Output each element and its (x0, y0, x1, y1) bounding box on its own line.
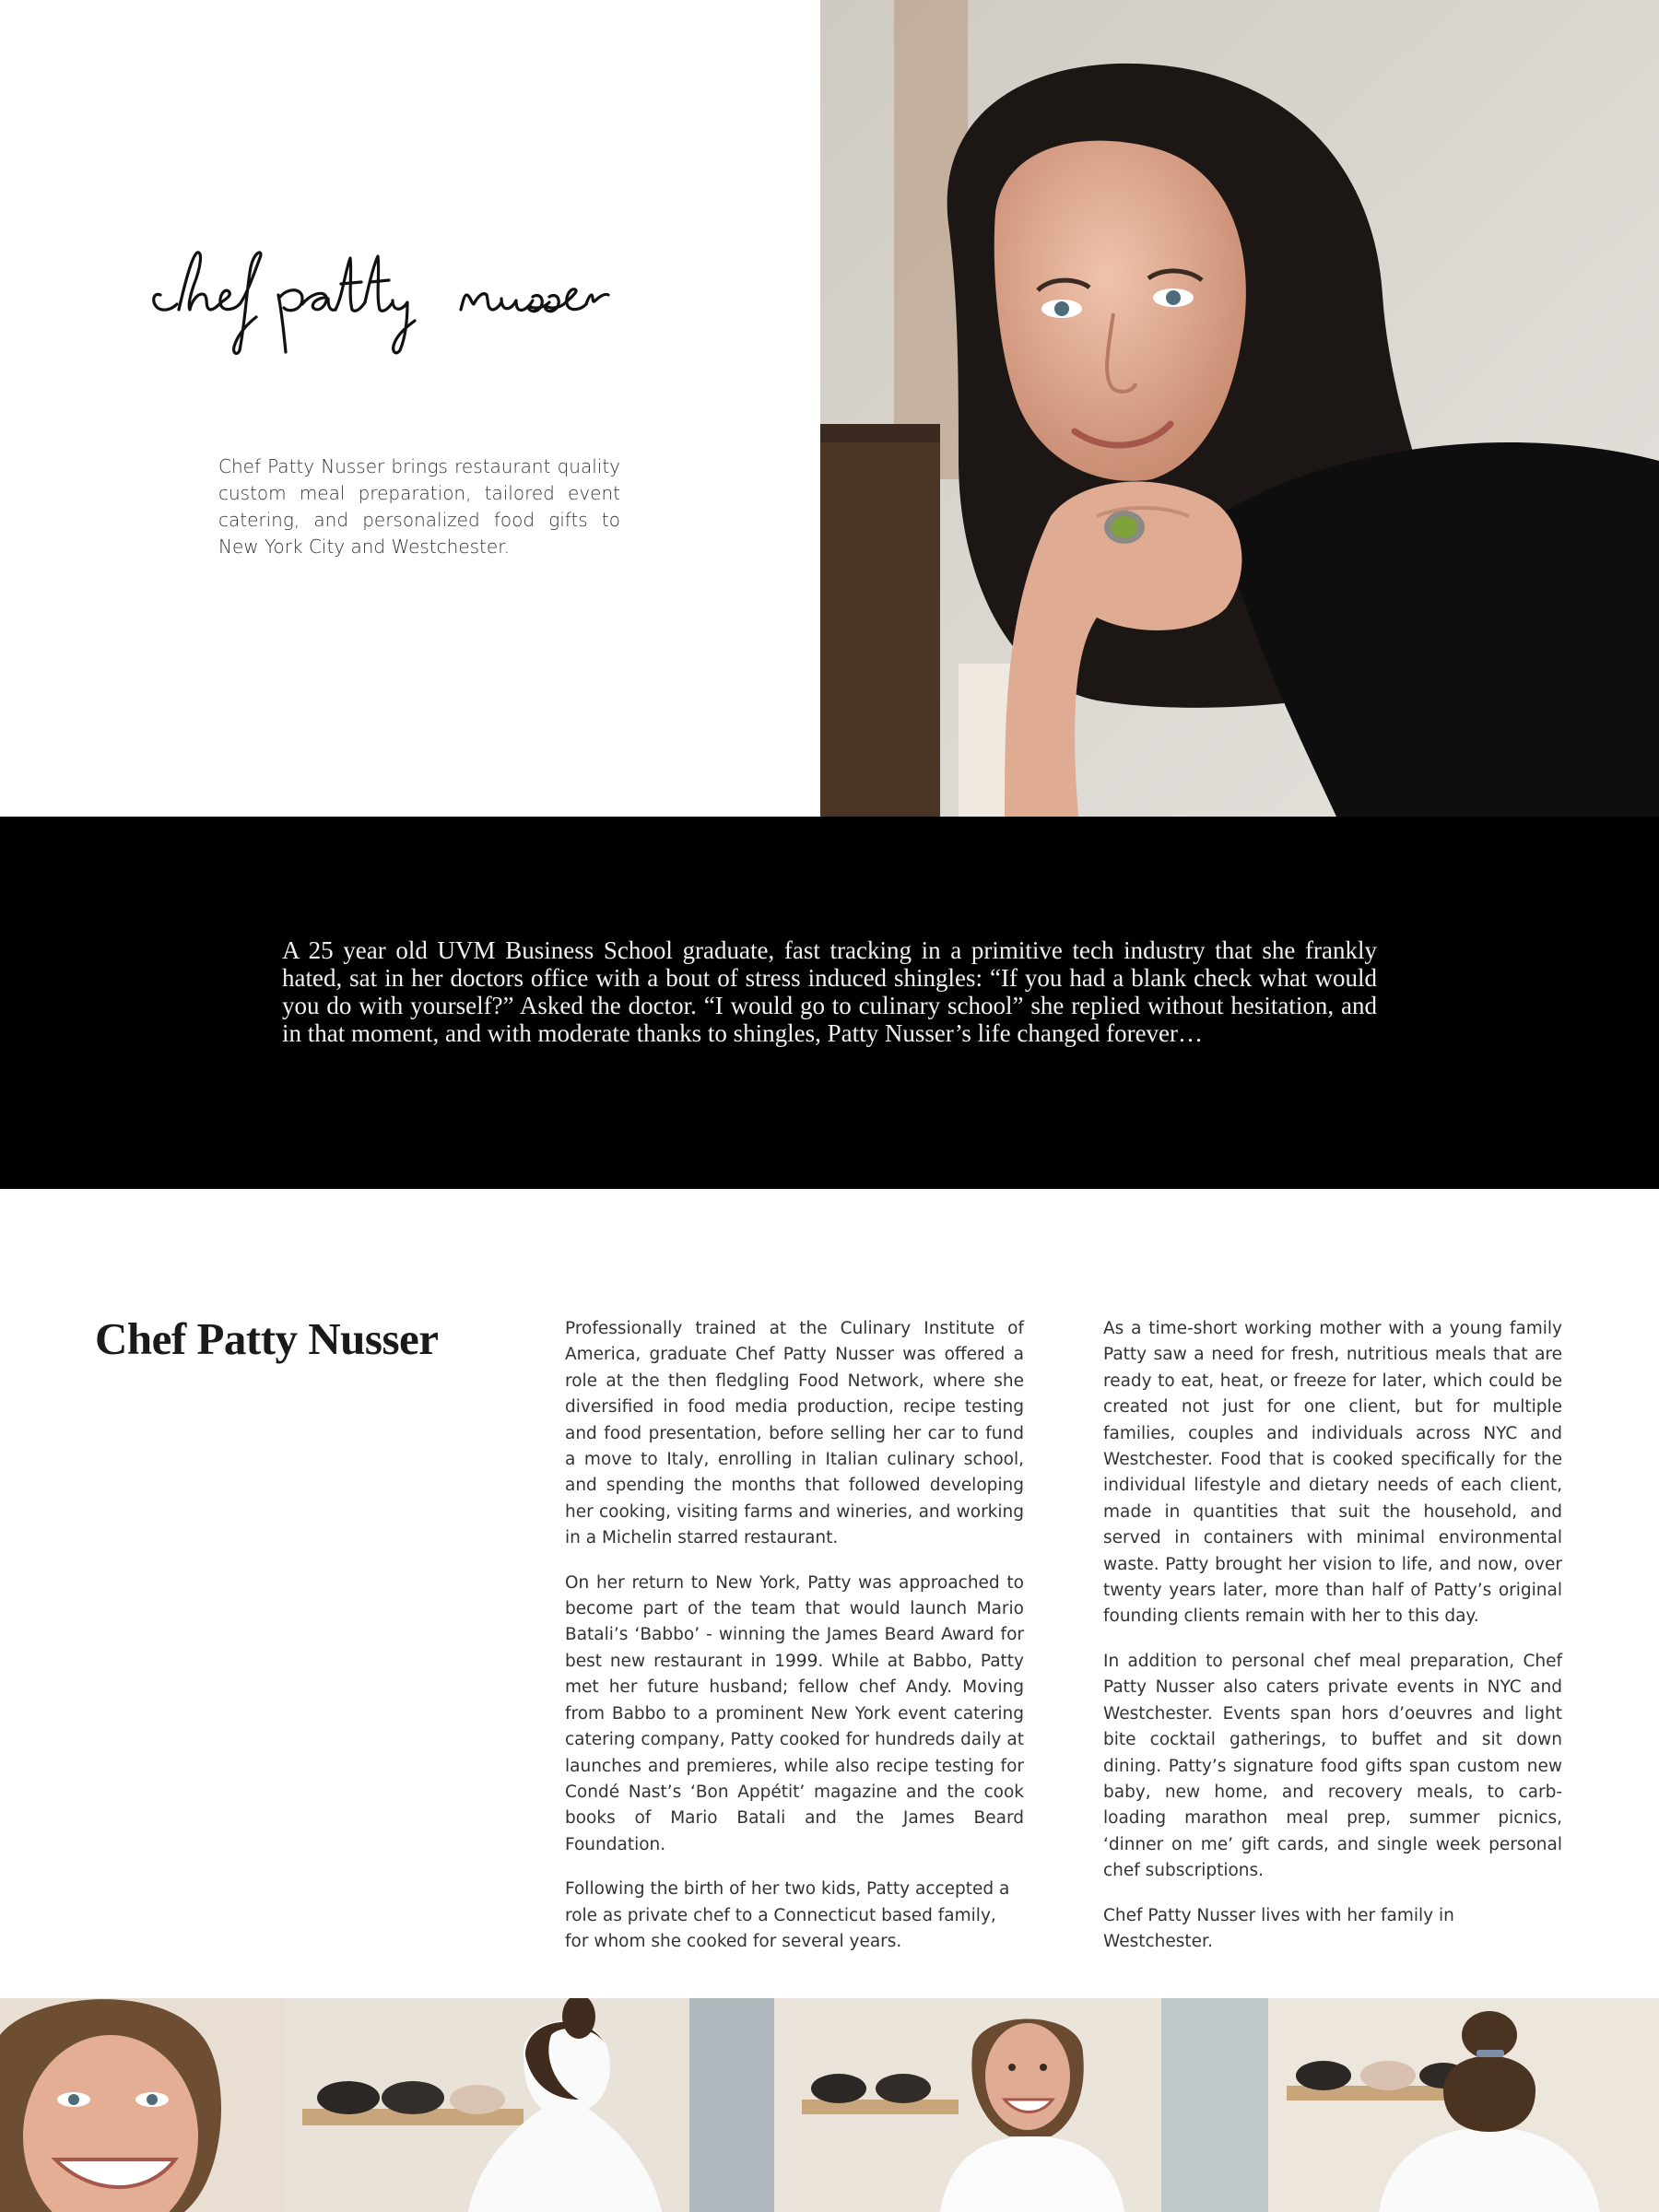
bio-column-1 (565, 1316, 1024, 1973)
bio-paragraph: As a time-short working mother with a young family Patty saw a need for fresh, nutritious meals that are ready to eat, heat, or freeze for later, which could be created not just for one client, but for multiple families, couples and individuals across NYC and Westchester. Food that is cooked specifically for the individual lifestyle and dietary needs of each client, made in quantities that suit the household, and served in containers with minimal environmental waste. Patty brought her vision to life, and now, over twenty years later, more than half of Patty’s original founding clients remain with her to this day. (1103, 1319, 1562, 1627)
kitchen-photo-smiling-closeup (0, 1998, 284, 2212)
origin-story-quote: A 25 year old UVM Business School graduate, fast tracking in a primitive tech industry that she frankly hated, sat in her doctors office with a bout of stress induced shingles: “If you had a blank check what would you do with yourself?” Asked the doctor. “I would go to culinary school” she replied without hesitation, and in that moment, and with moderate thanks to shingles, Patty Nusser’s life changed forever… (282, 936, 1377, 1047)
chef-portrait-image (820, 0, 1659, 817)
bio-paragraph: In addition to personal chef meal preparation, Chef Patty Nusser also caters private events in NYC and Westchester. Events span hors d’oeuvres and light bite cocktail gatherings, to buffet and sit down dining. Patty’s signature food gifts span custom new baby, new home, and recovery meals, to carb-loading marathon meal prep, summer picnics, ‘dinner on me’ gift cards, and single week personal chef subscriptions. (1103, 1651, 1562, 1881)
bio-title: Chef Patty Nusser (95, 1313, 439, 1364)
photo-smiling-icon (0, 1998, 284, 2212)
script-logo[interactable] (147, 230, 700, 359)
photo-counter-icon (284, 1998, 774, 2212)
photo-laughing-icon (774, 1998, 1268, 2212)
bio-paragraph: On her return to New York, Patty was approached to become part of the team that would launch Mario Batali’s ‘Babbo’ - winning the James Beard Award for best new restaurant in 1999. While at Babbo, Patty met her future husband; fellow chef Andy. Moving from Babbo to a prominent New York event catering catering company, Patty cooked for hundreds daily at launches and premieres, while also recipe testing for Condé Nast’s ‘Bon Appétit’ magazine and the cook books of Mario Batali and the James Beard Foundation. (565, 1572, 1024, 1854)
kitchen-photo-back-view (284, 1998, 774, 2212)
script-logo-icon (147, 230, 700, 359)
bio-paragraph: Chef Patty Nusser lives with her family in Westchester. (1103, 1905, 1454, 1951)
kitchen-photo-laughing-apron (774, 1998, 1268, 2212)
bio-paragraph: Following the birth of her two kids, Patty accepted a role as private chef to a Connecticut based family, for whom she cooked for several years. (565, 1879, 1010, 1951)
kitchen-photo-bun-back-view (1268, 1998, 1659, 2212)
kitchen-photo-strip (0, 1998, 1659, 2212)
bio-column-2 (1103, 1316, 1562, 1973)
story-quote-band (0, 817, 1659, 1189)
photo-bun-icon (1268, 1998, 1659, 2212)
bio-paragraph: Professionally trained at the Culinary Institute of America, graduate Chef Patty Nusser was offered a role at the then fledgling Food Network, where she diversified in food media production, recipe testing and food presentation, before selling her car to fund a move to Italy, enrolling in Italian culinary school, and spending the months that followed developing her cooking, visiting farms and wineries, and working in a Michelin starred restaurant. (565, 1319, 1024, 1548)
portrait-illustration (820, 0, 1659, 817)
hero-section (0, 0, 1659, 817)
intro-paragraph: Chef Patty Nusser brings restaurant quality custom meal preparation, tailored event catering, and personalized food gifts to New York City and Westchester. (218, 455, 620, 558)
hero-intro-panel (0, 0, 820, 817)
